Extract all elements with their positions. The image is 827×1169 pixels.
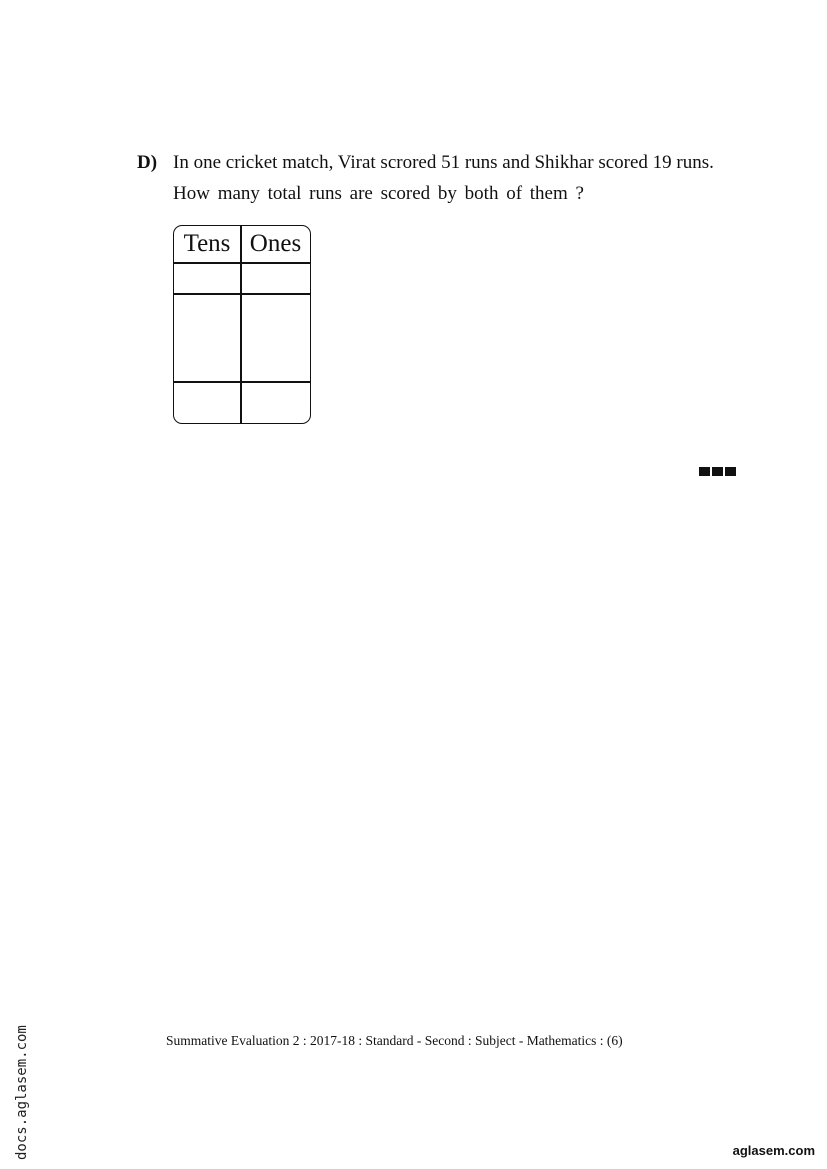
question-label: D) [137,152,158,173]
header-tens: Tens [183,230,231,257]
page-footer: Summative Evaluation 2 : 2017-18 : Standard - Second : Subject - Mathematics : (6) [166,1033,623,1048]
tens-cell-row-2 [174,295,240,381]
ones-cell-row-2 [242,295,310,381]
square-mark [712,467,723,476]
site-watermark: aglasem.com [732,1143,815,1158]
ones-cell-row-1 [242,264,310,293]
ones-cell-answer [242,383,310,423]
tens-cell-row-1 [174,264,240,293]
question-text-line-1: In one cricket match, Virat scrored 51 runs and Shikhar scored 19 runs. [173,152,714,173]
place-value-table [173,225,311,424]
square-mark [725,467,736,476]
end-of-section-marker [699,467,736,476]
square-mark [699,467,710,476]
tens-cell-answer [174,383,240,423]
header-ones: Ones [249,230,302,257]
question-text-line-2: How many total runs are scored by both of them ? [173,183,584,204]
vertical-watermark: docs.aglasem.com [14,1025,30,1160]
